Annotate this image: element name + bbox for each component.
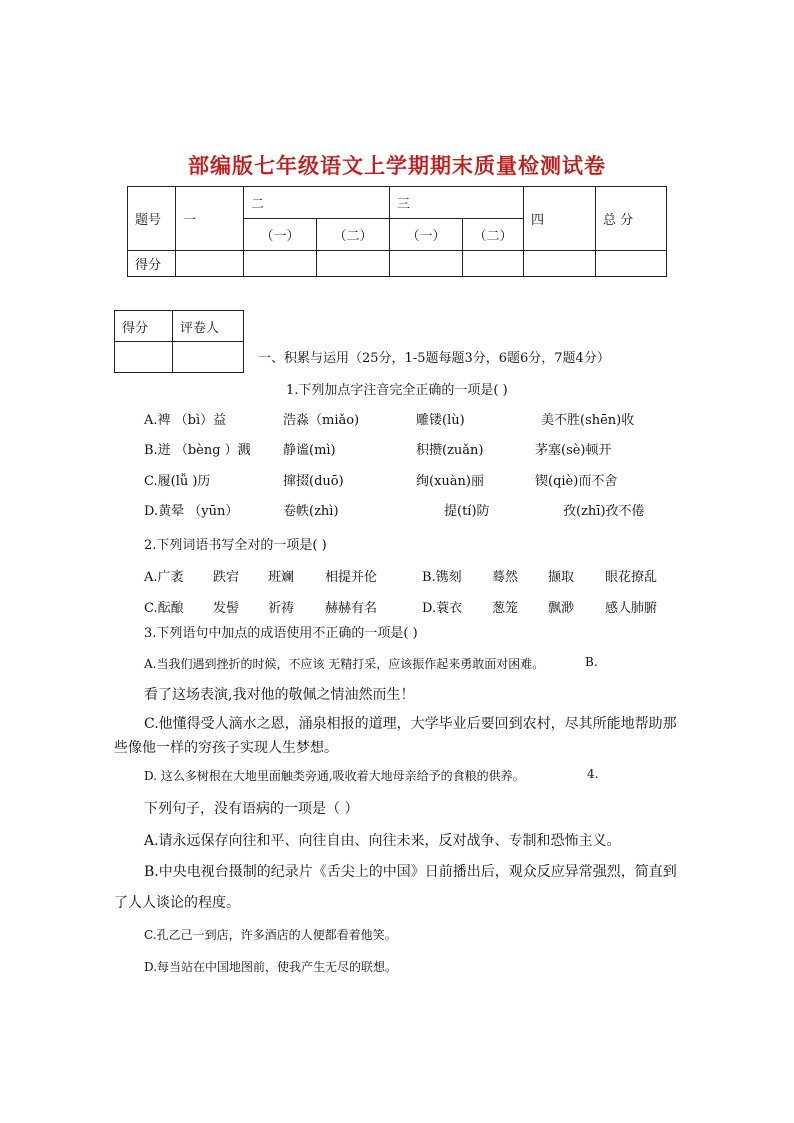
q2-word: 感人肺腑 (605, 601, 658, 616)
q1-c2: 撺掇(duō) (283, 474, 344, 489)
q1-b3: 积攒(zuǎn) (416, 443, 484, 458)
q3-option-d: D. 这么多树根在大地里面触类旁通,吸收着大地母亲给予的食粮的供养。 (144, 769, 525, 783)
q2-word: 祈祷 (268, 601, 295, 616)
score-row-label: 得分 (128, 251, 176, 277)
q2-word: 飘渺 (548, 601, 575, 616)
q2-word: B.镌刻 (422, 570, 462, 585)
q2-word: 蓦然 (492, 570, 519, 585)
grader-score-label: 得分 (115, 311, 173, 342)
q3-option-b-label: B. (585, 655, 598, 669)
q2-word: 相提并伦 (325, 570, 378, 585)
q1-d4: 孜(zhī)孜不倦 (563, 504, 645, 519)
grader-score-cell (115, 342, 173, 373)
score-cell (524, 251, 596, 277)
section-two-header: 二 (244, 187, 390, 219)
sub-header-3-1: （一） (390, 219, 463, 251)
q2-word: C.酝酿 (144, 601, 184, 616)
score-cell (463, 251, 524, 277)
total-header: 总 分 (596, 187, 667, 251)
q1-d2: 卷帙(zhì) (283, 504, 339, 519)
q1-d3: 提(tí)防 (444, 504, 490, 519)
q2-word: A.广袤 (144, 570, 184, 585)
q1-c3: 绚(xuàn)丽 (416, 474, 484, 489)
grader-name-cell (173, 342, 244, 373)
q3-option-c-line1: C.他懂得受人滴水之恩，涌泉相报的道理，大学毕业后要回到农村，尽其所能地帮助那 (144, 716, 677, 732)
section-one-header: 一 (176, 187, 244, 251)
score-cell (390, 251, 463, 277)
q1-b4: 茅塞(sè)顿开 (535, 443, 612, 458)
q4-stem: 下列句子，没有语病的一项是（ ） (144, 801, 359, 817)
grader-table (114, 310, 244, 373)
section-four-header: 四 (524, 187, 596, 251)
q1-b1: B.迸 （bèng ）溅 (144, 443, 251, 458)
q1-a3: 雕镂(lù) (416, 413, 465, 428)
q4-number: 4. (587, 767, 599, 781)
q2-word: 发髻 (213, 601, 240, 616)
q1-stem: 1.下列加点字注音完全正确的一项是( ) (286, 383, 508, 398)
sub-header-3-2: （二） (463, 219, 524, 251)
q1-d1: D.黄晕 （yūn） (144, 504, 239, 519)
score-cell (244, 251, 317, 277)
score-cell (176, 251, 244, 277)
q2-word: 赫赫有名 (325, 601, 378, 616)
q4-option-b-line1: B.中央电视台摄制的纪录片《舌尖上的中国》日前播出后，观众反应异常强烈，简直到 (144, 864, 677, 880)
q3-option-c-line2: 些像他一样的穷孩子实现人生梦想。 (114, 740, 338, 756)
score-table (127, 186, 667, 277)
q1-a2: 浩淼（miǎo) (283, 413, 360, 428)
q1-b2: 静谧(mì) (283, 443, 336, 458)
q3-option-b: 看了这场表演,我对他的敬佩之情油然而生！ (144, 687, 415, 703)
section-three-header: 三 (390, 187, 524, 219)
q2-word: 眼花撩乱 (605, 570, 658, 585)
grader-name-label: 评卷人 (173, 311, 244, 342)
q2-stem: 2.下列词语书写全对的一项是( ) (144, 538, 327, 553)
q2-word: 跌宕 (213, 570, 240, 585)
page-title: 部编版七年级语文上学期期末质量检测试卷 (188, 154, 606, 178)
q2-word: 班斓 (268, 570, 295, 585)
q4-option-d: D.每当站在中国地图前，使我产生无尽的联想。 (144, 960, 398, 974)
q4-option-b-line2: 了人人谈论的程度。 (114, 895, 240, 911)
q1-a4: 美不胜(shēn)收 (541, 413, 635, 428)
q1-a1: A.裨 （bì）益 (144, 413, 227, 428)
q1-c4: 锲(qiè)而不舍 (535, 474, 618, 489)
q3-stem: 3.下列语句中加点的成语使用不正确的一项是( ) (144, 626, 418, 641)
sub-header-2-2: （二） (317, 219, 390, 251)
question-number-header: 题号 (128, 187, 176, 251)
q2-word: 撷取 (548, 570, 575, 585)
q1-c1: C.履(lǚ )历 (144, 474, 211, 489)
q2-word: D.蓑衣 (422, 601, 463, 616)
q2-word: 葱笼 (492, 601, 519, 616)
q4-option-a: A.请永远保存向往和平、向往自由、向往未来，反对战争、专制和恐怖主义。 (144, 833, 621, 849)
sub-header-2-1: （一） (244, 219, 317, 251)
score-cell (317, 251, 390, 277)
score-cell (596, 251, 667, 277)
q4-option-c: C.孔乙己一到店，许多酒店的人便都看着他笑。 (144, 928, 397, 942)
q3-option-a: A.当我们遇到挫折的时候，不应该 无精打采，应该振作起来勇敢面对困难。 (144, 657, 545, 671)
section-heading: 一、积累与运用（25分，1-5题每题3分，6题6分，7题4分） (258, 351, 610, 366)
